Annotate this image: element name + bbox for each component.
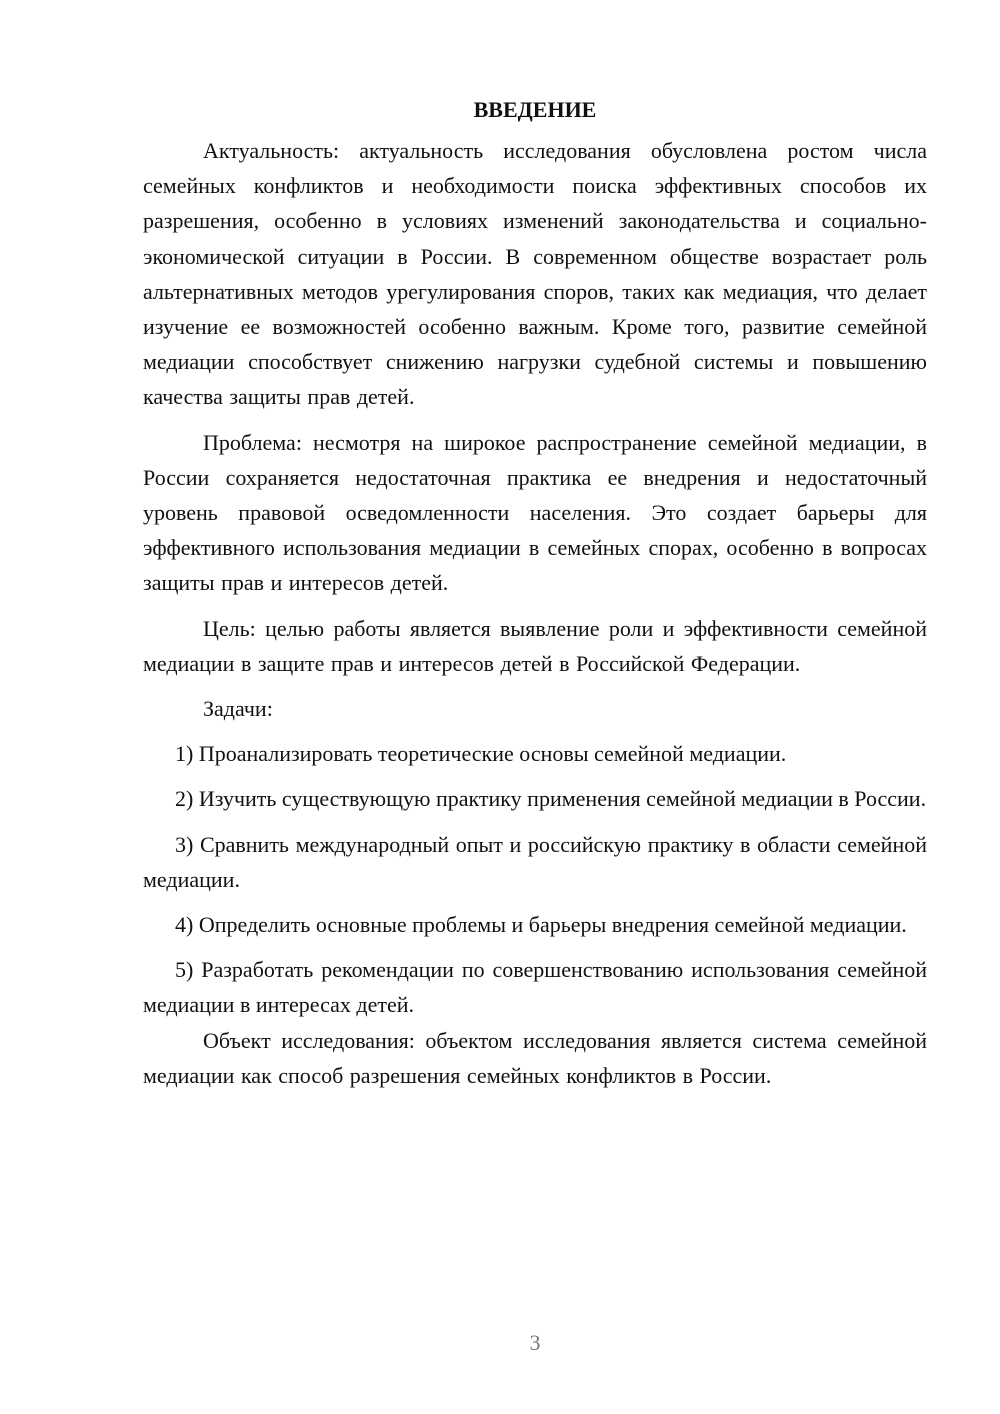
problem-paragraph: Проблема: несмотря на широкое распространение семейной медиации, в России сохраняется недостаточная практика ее внедрения и недостаточный уровень правовой осведомленности населения. Это создает барьеры для эффективного использования медиации в семейных спорах, особенно в вопросах защиты прав и интересов детей. bbox=[143, 429, 927, 596]
task-item: 5) Разработать рекомендации по совершенствованию использования семейной медиации в интересах детей. bbox=[143, 957, 927, 1018]
task-item: 3) Сравнить международный опыт и российскую практику в области семейной медиации. bbox=[143, 831, 927, 892]
goal-paragraph: Цель: целью работы является выявление роли и эффективности семейной медиации в защите прав и интересов детей в Российской Федерации. bbox=[143, 615, 927, 676]
tasks-label: Задачи: bbox=[203, 696, 273, 722]
page-number: 3 bbox=[529, 1330, 541, 1355]
object-paragraph: Объект исследования: объектом исследования является система семейной медиации как способ разрешения семейных конфликтов в России. bbox=[143, 1027, 927, 1088]
page-title: ВВЕДЕНИЕ bbox=[473, 97, 597, 122]
task-item: 1) Проанализировать теоретические основы семейной медиации. bbox=[175, 741, 787, 767]
document-page bbox=[143, 92, 927, 1093]
task-item: 4) Определить основные проблемы и барьеры внедрения семейной медиации. bbox=[175, 912, 907, 938]
relevance-paragraph: Актуальность: актуальность исследования обусловлена ростом числа семейных конфликтов и необходимости поиска эффективных способов их разрешения, особенно в условиях изменений законодательства и социально-экономической ситуации в России. В современном обществе возрастает роль альтернативных методов урегулирования споров, таких как медиация, что делает изучение ее возможностей особенно важным. Кроме того, развитие семейной медиации способствует снижению нагрузки судебной системы и повышению качества защиты прав детей. bbox=[143, 138, 927, 410]
task-item: 2) Изучить существующую практику применения семейной медиации в России. bbox=[175, 786, 927, 812]
